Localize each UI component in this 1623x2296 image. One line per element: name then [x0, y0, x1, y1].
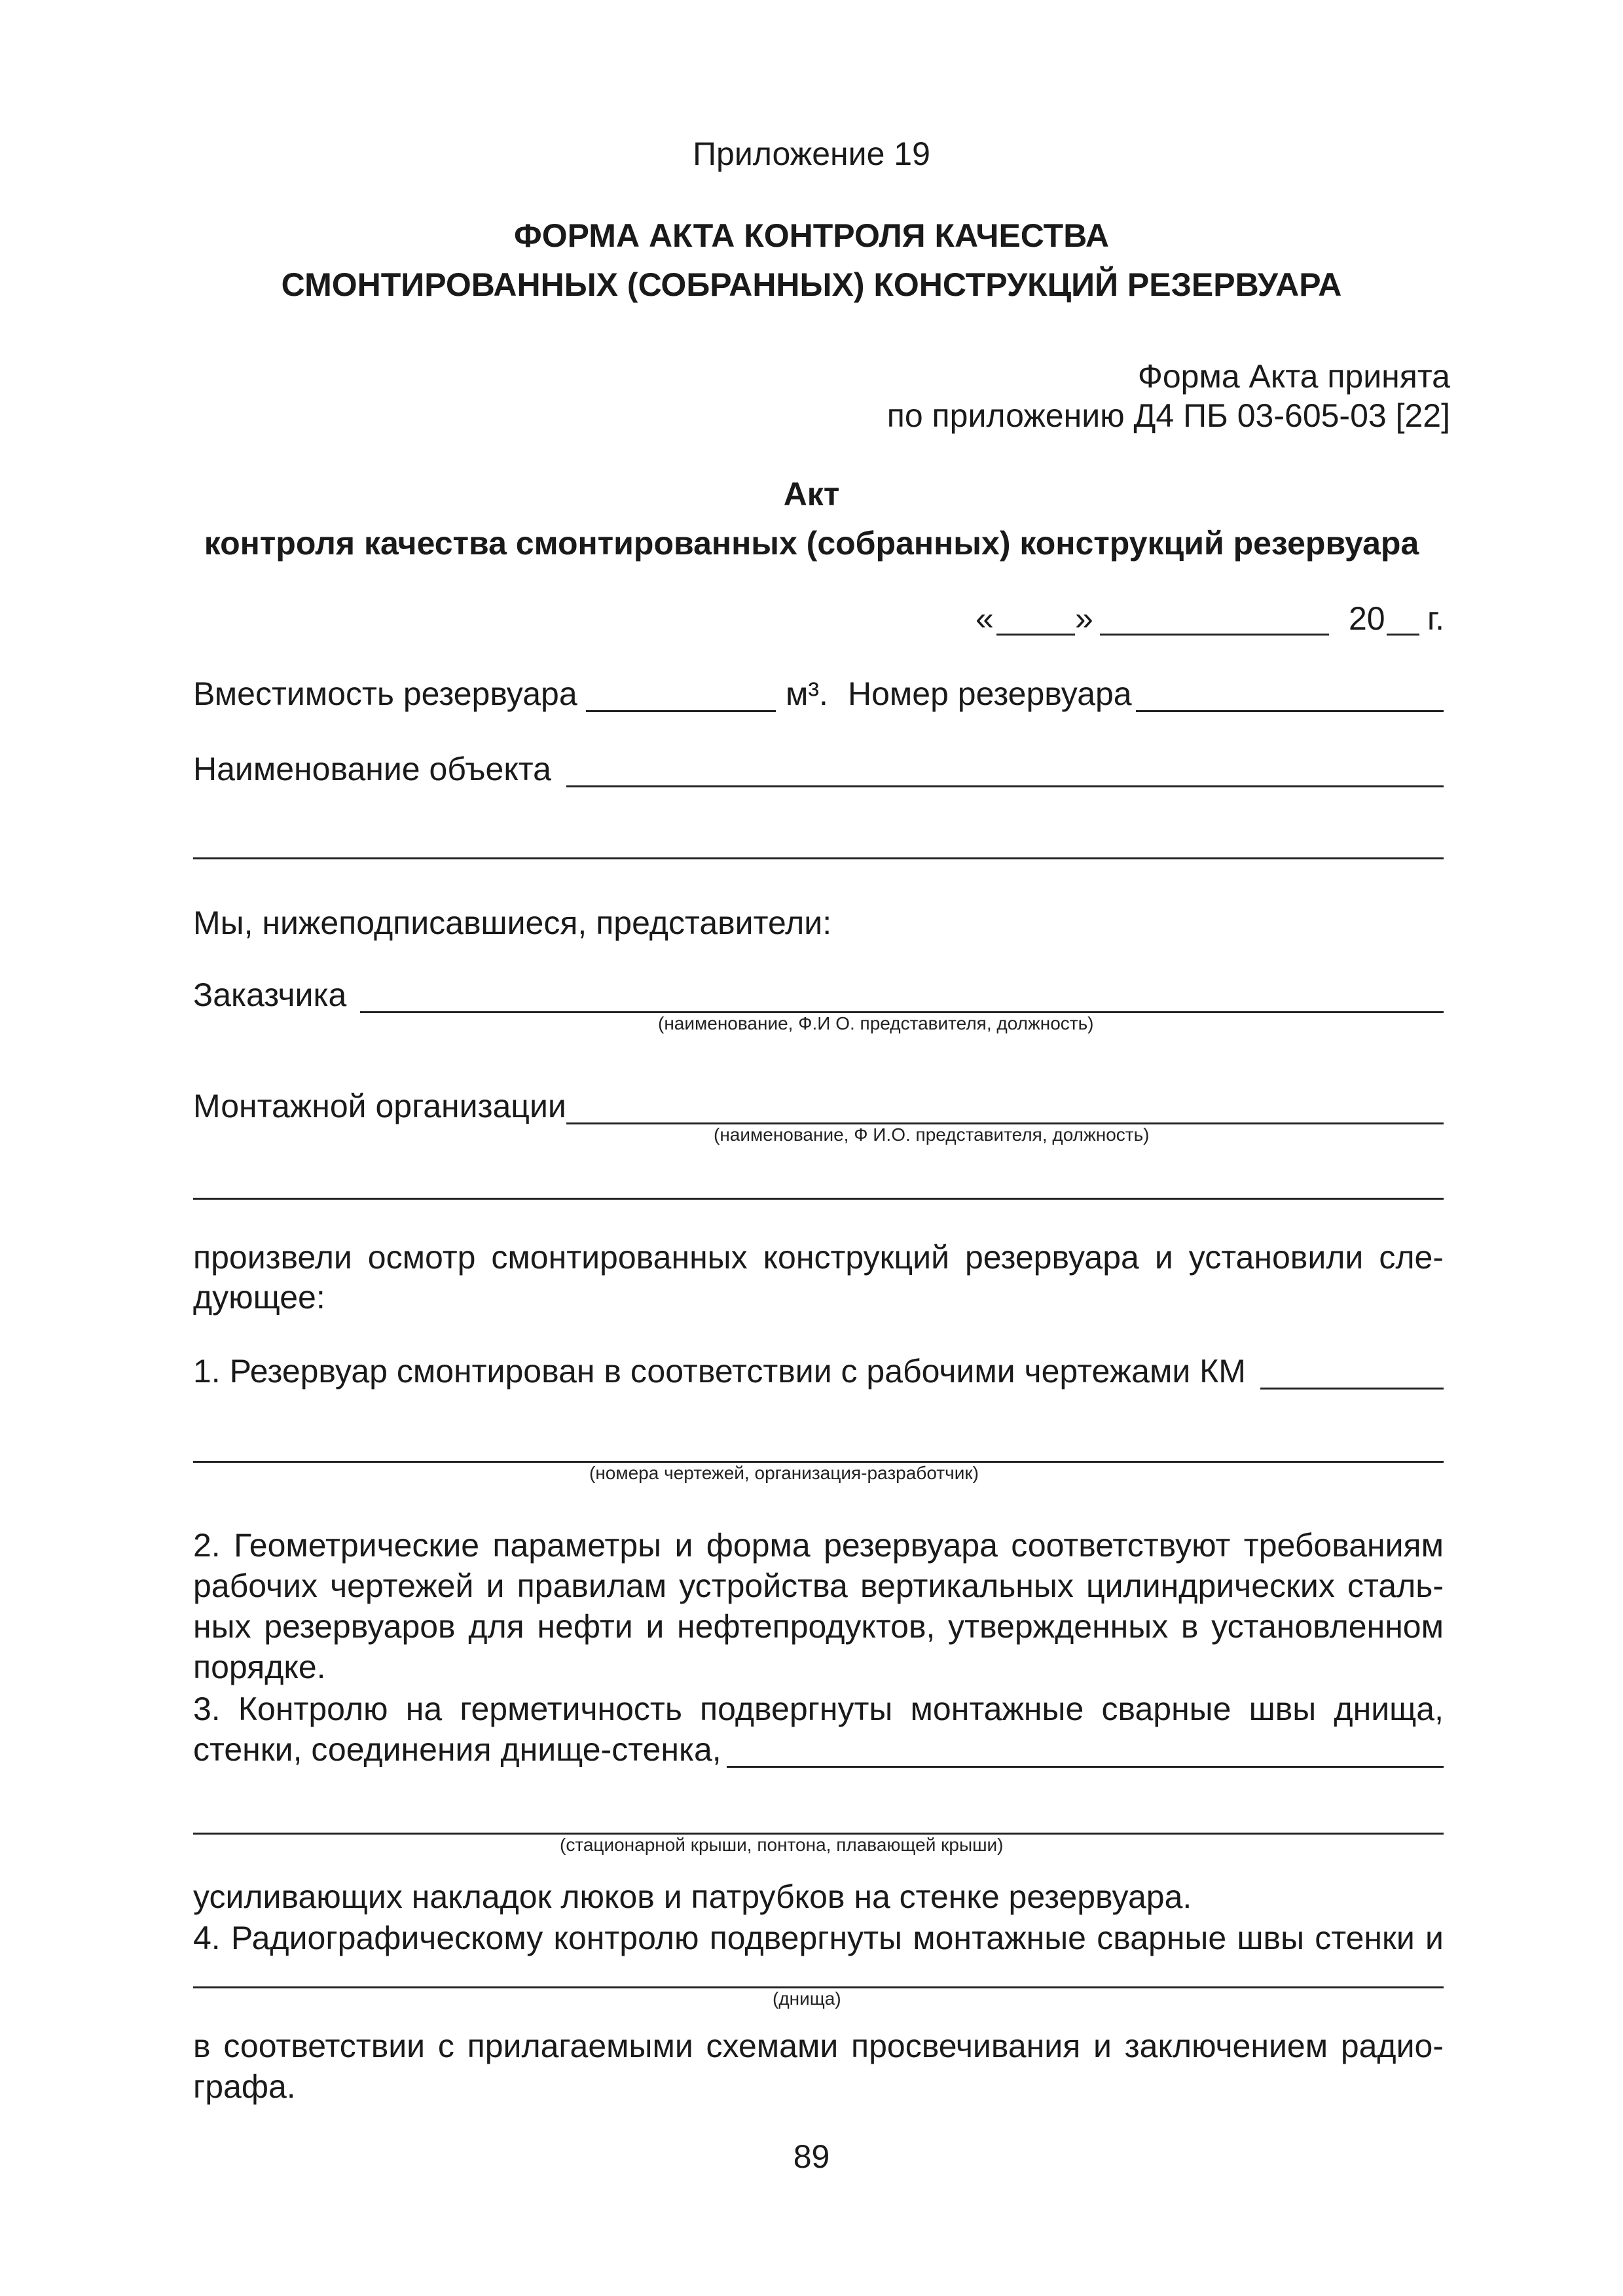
- item2-line3: ных резервуаров для нефти и нефтепродуктов, утвержденных в установленном: [193, 1608, 1444, 1645]
- date-year-suffix: г.: [1427, 600, 1445, 637]
- page-number: 89: [793, 2138, 830, 2175]
- form-source-note-line1: Форма Акта принята: [1137, 358, 1450, 395]
- page-title-line2: СМОНТИРОВАННЫХ (СОБРАННЫХ) КОНСТРУКЦИЙ РЕЗЕРВУАРА: [281, 266, 1342, 303]
- item3-line2: стенки, соединения днище-стенка,: [193, 1731, 721, 1768]
- representatives-intro: Мы, нижеподписавшиеся, представители:: [193, 905, 832, 941]
- installer-caption: (наименование, Ф И.О. представителя, должность): [714, 1124, 1150, 1145]
- intro-paragraph-line2: дующее:: [193, 1279, 325, 1316]
- date-day-field[interactable]: [996, 634, 1075, 636]
- tank-number-field[interactable]: [1136, 710, 1444, 712]
- appendix-label: Приложение 19: [693, 135, 930, 172]
- form-source-note-line2: по приложению Д4 ПБ 03-605-03 [22]: [886, 397, 1450, 434]
- object-name-field-cont[interactable]: [193, 857, 1444, 859]
- date-year-field[interactable]: [1387, 634, 1419, 636]
- act-subheading: контроля качества смонтированных (собранных) конструкций резервуара: [204, 525, 1419, 562]
- item2-line4: порядке.: [193, 1649, 326, 1685]
- object-name-label: Наименование объекта: [193, 751, 551, 787]
- installer-label: Монтажной организации: [193, 1088, 566, 1124]
- item4-caption: (днища): [773, 1988, 841, 2009]
- date-close-quote: »: [1075, 600, 1093, 637]
- item1-caption: (номера чертежей, организация-разработчик): [589, 1463, 979, 1483]
- item3-line1: 3. Контролю на герметичность подвергнуты монтажные сварные швы днища,: [193, 1691, 1444, 1727]
- act-heading: Акт: [783, 476, 840, 512]
- page-title-line1: ФОРМА АКТА КОНТРОЛЯ КАЧЕСТВА: [514, 217, 1109, 254]
- capacity-field[interactable]: [586, 710, 776, 712]
- capacity-label: Вместимость резервуара: [193, 675, 577, 712]
- conclusion-line2: графа.: [193, 2068, 296, 2105]
- customer-label: Заказчика: [193, 977, 347, 1013]
- item2-line2: рабочих чертежей и правилам устройства вертикальных цилиндрических сталь-: [193, 1568, 1444, 1604]
- installer-field-cont[interactable]: [193, 1198, 1444, 1200]
- intro-paragraph-line1: произвели осмотр смонтированных конструкций резервуара и установили сле-: [193, 1239, 1444, 1276]
- item3-line3: усиливающих накладок люков и патрубков на стенке резервуара.: [193, 1878, 1192, 1915]
- capacity-unit: м³.: [786, 675, 828, 712]
- customer-caption: (наименование, Ф.И О. представителя, должность): [658, 1013, 1094, 1033]
- item4-line1: 4. Радиографическому контролю подвергнуты монтажные сварные швы стенки и: [193, 1920, 1444, 1956]
- item1-field[interactable]: [1260, 1388, 1444, 1390]
- item3-caption: (стационарной крыши, понтона, плавающей крыши): [560, 1835, 1004, 1855]
- date-year-prefix: 20: [1349, 600, 1385, 637]
- conclusion-line1: в соответствии с прилагаемыми схемами просвечивания и заключением радио-: [193, 2028, 1444, 2064]
- date-month-field[interactable]: [1100, 634, 1329, 636]
- item1-text: 1. Резервуар смонтирован в соответствии с рабочими чертежами КМ: [193, 1353, 1246, 1390]
- tank-number-label: Номер резервуара: [848, 675, 1132, 712]
- item2-line1: 2. Геометрические параметры и форма резервуара соответствуют требованиям: [193, 1527, 1444, 1564]
- object-name-field[interactable]: [566, 785, 1444, 787]
- date-open-quote: «: [976, 600, 994, 637]
- item3-field[interactable]: [727, 1766, 1444, 1768]
